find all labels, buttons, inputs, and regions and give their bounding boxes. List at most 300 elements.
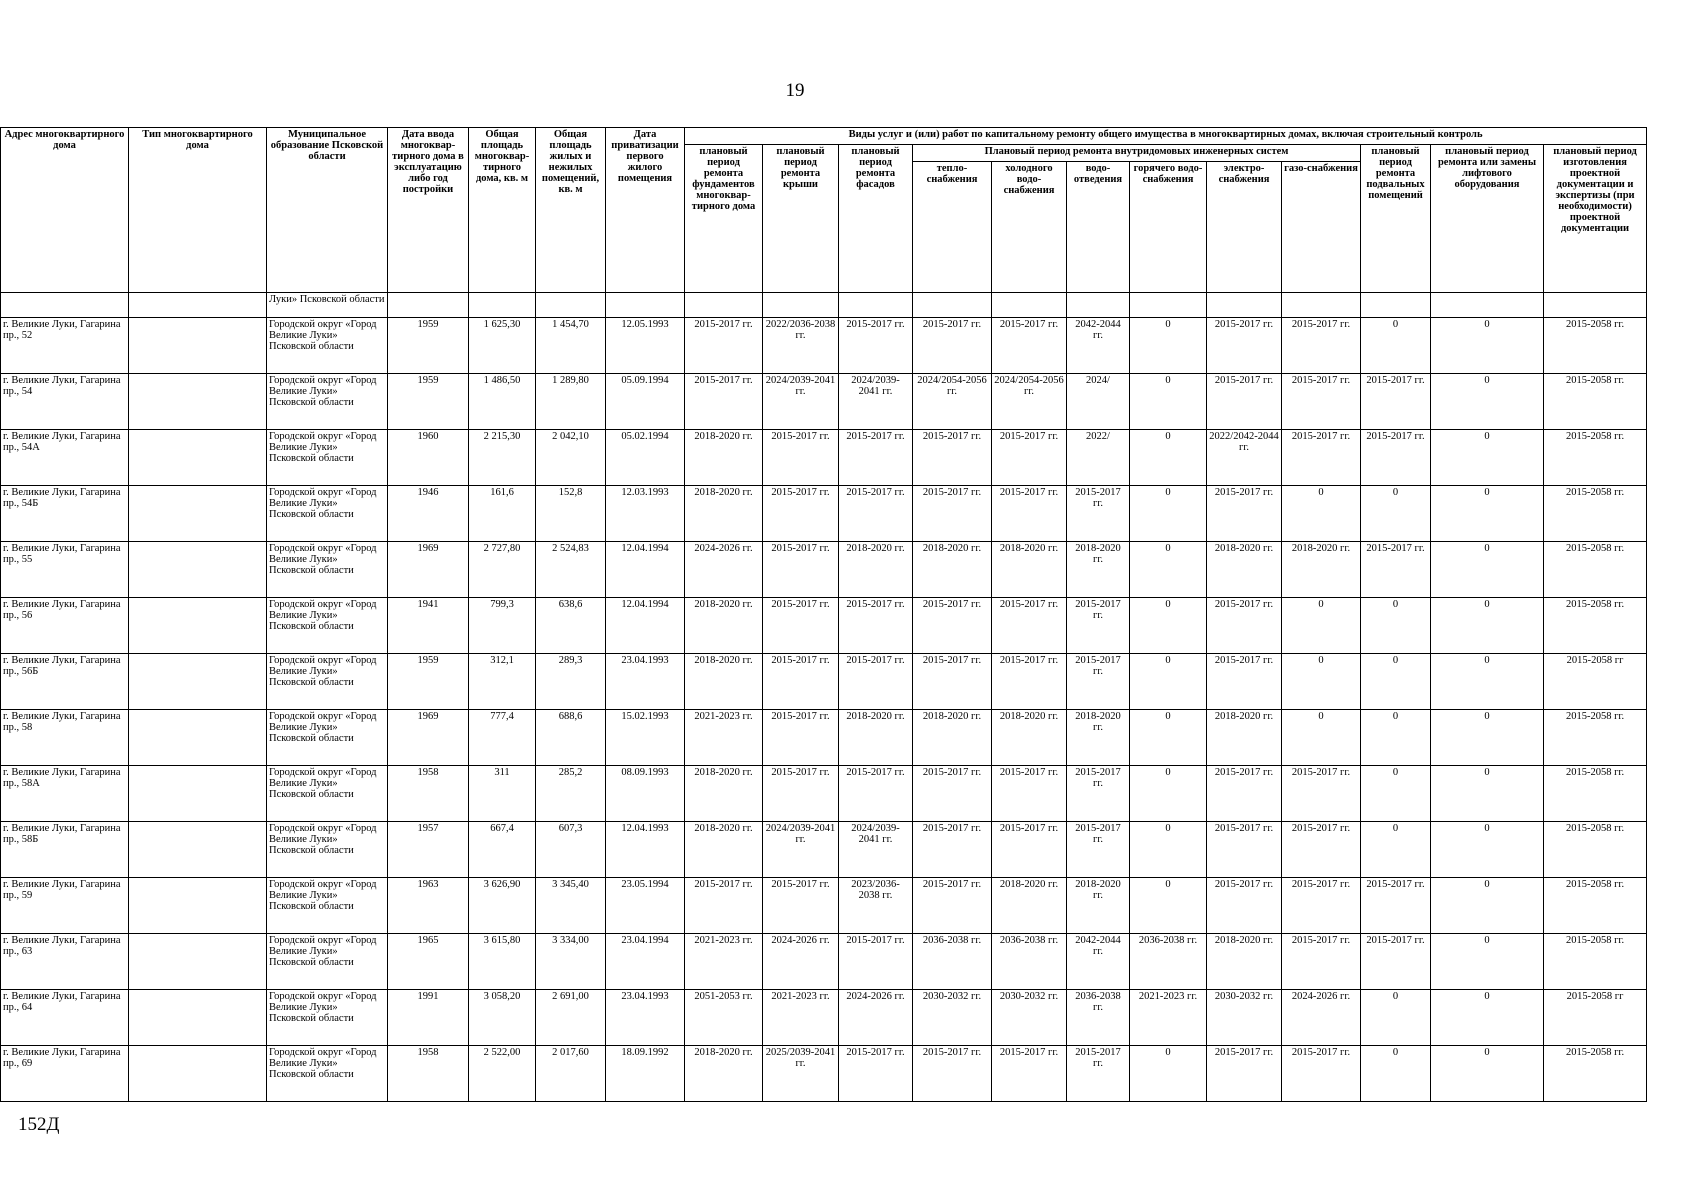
municipality-cell: Городской округ «Город Великие Луки» Псковской области <box>267 374 388 430</box>
gas-cell: 0 <box>1282 598 1361 654</box>
facade-cell: 2024-2026 гг. <box>839 990 913 1046</box>
municipality-cell: Городской округ «Город Великие Луки» Псковской области <box>267 1046 388 1102</box>
gas-cell: 0 <box>1282 486 1361 542</box>
privatization-cell: 23.04.1994 <box>606 934 685 990</box>
municipality-cell: Городской округ «Город Великие Луки» Псковской области <box>267 542 388 598</box>
heat-cell: 2015-2017 гг. <box>913 1046 992 1102</box>
facade-cell: 2024/2039-2041 гг. <box>839 374 913 430</box>
cold-water-cell: 2018-2020 гг. <box>992 878 1067 934</box>
address-cell: г. Великие Луки, Гагарина пр., 64 <box>1 990 129 1046</box>
gas-cell: 2015-2017 гг. <box>1282 934 1361 990</box>
col-hot-water-header: горячего водо-снабжения <box>1130 162 1207 293</box>
municipality-cell: Городской округ «Город Великие Луки» Псковской области <box>267 654 388 710</box>
gas-cell: 2015-2017 гг. <box>1282 822 1361 878</box>
roof-cell: 2015-2017 гг. <box>763 878 839 934</box>
foundation-cell: 2021-2023 гг. <box>685 710 763 766</box>
address-cell: г. Великие Луки, Гагарина пр., 54А <box>1 430 129 486</box>
type-cell <box>129 486 267 542</box>
col-facade-header: плановый период ремонта фасадов <box>839 145 913 293</box>
roof-cell: 2025/2039-2041 гг. <box>763 1046 839 1102</box>
design-cell: 2015-2058 гг. <box>1544 374 1647 430</box>
roof-cell: 2015-2017 гг. <box>763 766 839 822</box>
privatization-cell: 08.09.1993 <box>606 766 685 822</box>
living-area-cell: 607,3 <box>536 822 606 878</box>
roof-cell: 2015-2017 гг. <box>763 598 839 654</box>
col-roof-header: плановый период ремонта крыши <box>763 145 839 293</box>
municipality-cell: Городской округ «Город Великие Луки» Псковской области <box>267 990 388 1046</box>
privatization-cell: 12.04.1993 <box>606 822 685 878</box>
design-cell: 2015-2058 гг. <box>1544 878 1647 934</box>
address-cell: г. Великие Луки, Гагарина пр., 56Б <box>1 654 129 710</box>
electric-cell: 2015-2017 гг. <box>1207 318 1282 374</box>
gas-cell: 2015-2017 гг. <box>1282 1046 1361 1102</box>
cold-water-cell: 2024/2054-2056 гг. <box>992 374 1067 430</box>
address-cell: г. Великие Луки, Гагарина пр., 59 <box>1 878 129 934</box>
living-area-cell: 2 524,83 <box>536 542 606 598</box>
gas-cell: 2018-2020 гг. <box>1282 542 1361 598</box>
foundation-cell: 2021-2023 гг. <box>685 934 763 990</box>
table-row <box>1 374 1647 430</box>
facade-cell: 2018-2020 гг. <box>839 542 913 598</box>
type-cell <box>129 654 267 710</box>
address-cell: г. Великие Луки, Гагарина пр., 63 <box>1 934 129 990</box>
municipality-cell: Городской округ «Город Великие Луки» Псковской области <box>267 878 388 934</box>
facade-cell: 2015-2017 гг. <box>839 934 913 990</box>
heat-cell: 2015-2017 гг. <box>913 822 992 878</box>
table-row <box>1 822 1647 878</box>
cold-water-cell: 2015-2017 гг. <box>992 822 1067 878</box>
type-cell <box>129 374 267 430</box>
living-area-cell: 2 017,60 <box>536 1046 606 1102</box>
cold-water-cell: 2015-2017 гг. <box>992 766 1067 822</box>
design-cell: 2015-2058 гг. <box>1544 318 1647 374</box>
cold-water-cell: 2015-2017 гг. <box>992 430 1067 486</box>
total-area-cell: 3 058,20 <box>469 990 536 1046</box>
basement-cell: 0 <box>1361 654 1431 710</box>
municipality-cell: Городской округ «Город Великие Луки» Псковской области <box>267 710 388 766</box>
capital-repair-table <box>0 127 1647 1102</box>
col-total-area-header: Общая площадь многоквар-тирного дома, кв. м <box>469 128 536 293</box>
cold-water-cell: 2015-2017 гг. <box>992 1046 1067 1102</box>
year-cell: 1958 <box>388 1046 469 1102</box>
elevator-cell: 0 <box>1431 878 1544 934</box>
foundation-cell: 2015-2017 гг. <box>685 374 763 430</box>
address-cell: г. Великие Луки, Гагарина пр., 52 <box>1 318 129 374</box>
sewer-cell: 2024/ <box>1067 374 1130 430</box>
table-row <box>1 878 1647 934</box>
basement-cell: 0 <box>1361 1046 1431 1102</box>
address-cell: г. Великие Луки, Гагарина пр., 54Б <box>1 486 129 542</box>
table-row <box>1 430 1647 486</box>
year-cell: 1969 <box>388 542 469 598</box>
roof-cell: 2015-2017 гг. <box>763 654 839 710</box>
heat-cell: 2024/2054-2056 гг. <box>913 374 992 430</box>
table-row <box>1 710 1647 766</box>
heat-cell: 2018-2020 гг. <box>913 542 992 598</box>
col-basement-header: плановый период ремонта подвальных помещений <box>1361 145 1431 293</box>
electric-cell: 2015-2017 гг. <box>1207 878 1282 934</box>
foundation-cell: 2051-2053 гг. <box>685 990 763 1046</box>
page-number: 19 <box>785 80 805 101</box>
total-area-cell: 2 522,00 <box>469 1046 536 1102</box>
gas-cell: 0 <box>1282 710 1361 766</box>
electric-cell: 2015-2017 гг. <box>1207 1046 1282 1102</box>
gas-cell: 2015-2017 гг. <box>1282 766 1361 822</box>
basement-cell: 0 <box>1361 990 1431 1046</box>
privatization-cell: 18.09.1992 <box>606 1046 685 1102</box>
address-cell: г. Великие Луки, Гагарина пр., 58А <box>1 766 129 822</box>
type-cell <box>129 822 267 878</box>
basement-cell: 0 <box>1361 822 1431 878</box>
elevator-cell: 0 <box>1431 934 1544 990</box>
design-cell: 2015-2058 гг. <box>1544 430 1647 486</box>
facade-cell: 2015-2017 гг. <box>839 318 913 374</box>
hot-water-cell: 0 <box>1130 654 1207 710</box>
basement-cell: 2015-2017 гг. <box>1361 934 1431 990</box>
foundation-cell: 2015-2017 гг. <box>685 878 763 934</box>
table-row <box>1 766 1647 822</box>
type-cell <box>129 1046 267 1102</box>
roof-cell: 2015-2017 гг. <box>763 710 839 766</box>
foundation-cell: 2024-2026 гг. <box>685 542 763 598</box>
total-area-cell: 312,1 <box>469 654 536 710</box>
living-area-cell: 688,6 <box>536 710 606 766</box>
type-cell <box>129 318 267 374</box>
gas-cell: 2015-2017 гг. <box>1282 878 1361 934</box>
facade-cell: 2015-2017 гг. <box>839 486 913 542</box>
col-heat-header: тепло-снабжения <box>913 162 992 293</box>
cold-water-cell: 2015-2017 гг. <box>992 598 1067 654</box>
hot-water-cell: 0 <box>1130 710 1207 766</box>
cold-water-cell: 2018-2020 гг. <box>992 542 1067 598</box>
heat-cell: 2015-2017 гг. <box>913 654 992 710</box>
elevator-cell: 0 <box>1431 766 1544 822</box>
type-cell <box>129 766 267 822</box>
facade-cell: 2015-2017 гг. <box>839 430 913 486</box>
hot-water-cell: 0 <box>1130 374 1207 430</box>
heat-cell: 2030-2032 гг. <box>913 990 992 1046</box>
cold-water-cell: 2015-2017 гг. <box>992 486 1067 542</box>
address-cell: г. Великие Луки, Гагарина пр., 58 <box>1 710 129 766</box>
privatization-cell: 23.04.1993 <box>606 654 685 710</box>
cold-water-cell: 2015-2017 гг. <box>992 318 1067 374</box>
design-cell: 2015-2058 гг. <box>1544 934 1647 990</box>
elevator-cell: 0 <box>1431 542 1544 598</box>
municipality-cell: Городской округ «Город Великие Луки» Псковской области <box>267 486 388 542</box>
type-cell <box>129 710 267 766</box>
elevator-cell: 0 <box>1431 1046 1544 1102</box>
elevator-cell: 0 <box>1431 710 1544 766</box>
hot-water-cell: 0 <box>1130 598 1207 654</box>
hot-water-cell: 0 <box>1130 766 1207 822</box>
systems-group-header: Плановый период ремонта внутридомовых инженерных систем <box>913 145 1361 162</box>
address-cell: г. Великие Луки, Гагарина пр., 58Б <box>1 822 129 878</box>
heat-cell: 2015-2017 гг. <box>913 430 992 486</box>
elevator-cell: 0 <box>1431 654 1544 710</box>
foundation-cell: 2018-2020 гг. <box>685 654 763 710</box>
total-area-cell: 799,3 <box>469 598 536 654</box>
electric-cell: 2030-2032 гг. <box>1207 990 1282 1046</box>
facade-cell: 2024/2039-2041 гг. <box>839 822 913 878</box>
basement-cell: 0 <box>1361 318 1431 374</box>
gas-cell: 2015-2017 гг. <box>1282 374 1361 430</box>
municipality-cell: Городской округ «Город Великие Луки» Псковской области <box>267 430 388 486</box>
design-cell: 2015-2058 гг. <box>1544 766 1647 822</box>
foundation-cell: 2018-2020 гг. <box>685 1046 763 1102</box>
col-address-header: Адрес многоквартирного дома <box>1 128 129 293</box>
col-foundation-header: плановый период ремонта фундаментов многоквар-тирного дома <box>685 145 763 293</box>
electric-cell: 2015-2017 гг. <box>1207 822 1282 878</box>
basement-cell: 2015-2017 гг. <box>1361 878 1431 934</box>
facade-cell: 2018-2020 гг. <box>839 710 913 766</box>
roof-cell: 2015-2017 гг. <box>763 486 839 542</box>
design-cell: 2015-2058 гг. <box>1544 710 1647 766</box>
type-cell <box>129 542 267 598</box>
elevator-cell: 0 <box>1431 374 1544 430</box>
works-group-header: Виды услуг и (или) работ по капитальному ремонту общего имущества в многоквартирных домах, включая строительный контроль <box>685 128 1647 145</box>
type-cell <box>129 934 267 990</box>
elevator-cell: 0 <box>1431 598 1544 654</box>
basement-cell: 0 <box>1361 598 1431 654</box>
sewer-cell: 2022/ <box>1067 430 1130 486</box>
elevator-cell: 0 <box>1431 430 1544 486</box>
roof-cell: 2022/2036-2038 гг. <box>763 318 839 374</box>
heat-cell: 2015-2017 гг. <box>913 486 992 542</box>
type-cell <box>129 990 267 1046</box>
facade-cell: 2023/2036-2038 гг. <box>839 878 913 934</box>
year-cell: 1959 <box>388 374 469 430</box>
table-row <box>1 598 1647 654</box>
design-cell: 2015-2058 гг. <box>1544 598 1647 654</box>
living-area-cell: 1 289,80 <box>536 374 606 430</box>
living-area-cell: 3 345,40 <box>536 878 606 934</box>
electric-cell: 2015-2017 гг. <box>1207 598 1282 654</box>
electric-cell: 2015-2017 гг. <box>1207 374 1282 430</box>
hot-water-cell: 0 <box>1130 486 1207 542</box>
elevator-cell: 0 <box>1431 990 1544 1046</box>
sewer-cell: 2042-2044 гг. <box>1067 318 1130 374</box>
footer-code: 152Д <box>18 1114 60 1135</box>
basement-cell: 2015-2017 гг. <box>1361 374 1431 430</box>
address-cell: г. Великие Луки, Гагарина пр., 55 <box>1 542 129 598</box>
gas-cell: 2024-2026 гг. <box>1282 990 1361 1046</box>
living-area-cell: 289,3 <box>536 654 606 710</box>
electric-cell: 2015-2017 гг. <box>1207 766 1282 822</box>
gas-cell: 2015-2017 гг. <box>1282 430 1361 486</box>
gas-cell: 0 <box>1282 654 1361 710</box>
roof-cell: 2015-2017 гг. <box>763 430 839 486</box>
hot-water-cell: 0 <box>1130 318 1207 374</box>
heat-cell: 2015-2017 гг. <box>913 598 992 654</box>
foundation-cell: 2015-2017 гг. <box>685 318 763 374</box>
year-cell: 1963 <box>388 878 469 934</box>
sewer-cell: 2042-2044 гг. <box>1067 934 1130 990</box>
basement-cell: 0 <box>1361 766 1431 822</box>
year-cell: 1957 <box>388 822 469 878</box>
hot-water-cell: 0 <box>1130 542 1207 598</box>
design-cell: 2015-2058 гг <box>1544 990 1647 1046</box>
total-area-cell: 3 626,90 <box>469 878 536 934</box>
heat-cell: 2015-2017 гг. <box>913 766 992 822</box>
table-row <box>1 486 1647 542</box>
foundation-cell: 2018-2020 гг. <box>685 430 763 486</box>
sewer-cell: 2015-2017 гг. <box>1067 598 1130 654</box>
total-area-cell: 161,6 <box>469 486 536 542</box>
privatization-cell: 23.05.1994 <box>606 878 685 934</box>
year-cell: 1965 <box>388 934 469 990</box>
sewer-cell: 2015-2017 гг. <box>1067 766 1130 822</box>
electric-cell: 2015-2017 гг. <box>1207 654 1282 710</box>
sewer-cell: 2018-2020 гг. <box>1067 878 1130 934</box>
year-cell: 1969 <box>388 710 469 766</box>
sewer-cell: 2015-2017 гг. <box>1067 654 1130 710</box>
facade-cell: 2015-2017 гг. <box>839 1046 913 1102</box>
foundation-cell: 2018-2020 гг. <box>685 598 763 654</box>
gas-cell: 2015-2017 гг. <box>1282 318 1361 374</box>
heat-cell: 2018-2020 гг. <box>913 710 992 766</box>
living-area-cell: 2 042,10 <box>536 430 606 486</box>
heat-cell: 2015-2017 гг. <box>913 318 992 374</box>
table-row <box>1 318 1647 374</box>
total-area-cell: 3 615,80 <box>469 934 536 990</box>
electric-cell: 2015-2017 гг. <box>1207 486 1282 542</box>
privatization-cell: 15.02.1993 <box>606 710 685 766</box>
foundation-cell: 2018-2020 гг. <box>685 486 763 542</box>
electric-cell: 2018-2020 гг. <box>1207 934 1282 990</box>
hot-water-cell: 0 <box>1130 1046 1207 1102</box>
hot-water-cell: 2036-2038 гг. <box>1130 934 1207 990</box>
municipality-cell: Городской округ «Город Великие Луки» Псковской области <box>267 318 388 374</box>
electric-cell: 2022/2042-2044 гг. <box>1207 430 1282 486</box>
table-row <box>1 654 1647 710</box>
col-gas-header: газо-снабжения <box>1282 162 1361 293</box>
year-cell: 1959 <box>388 654 469 710</box>
col-elevator-header: плановый период ремонта или замены лифтового оборудования <box>1431 145 1544 293</box>
design-cell: 2015-2058 гг. <box>1544 542 1647 598</box>
table-row <box>1 990 1647 1046</box>
basement-cell: 0 <box>1361 710 1431 766</box>
total-area-cell: 667,4 <box>469 822 536 878</box>
foundation-cell: 2018-2020 гг. <box>685 766 763 822</box>
privatization-cell: 12.04.1994 <box>606 542 685 598</box>
facade-cell: 2015-2017 гг. <box>839 766 913 822</box>
facade-cell: 2015-2017 гг. <box>839 654 913 710</box>
col-electric-header: электро-снабжения <box>1207 162 1282 293</box>
living-area-cell: 285,2 <box>536 766 606 822</box>
total-area-cell: 1 625,30 <box>469 318 536 374</box>
total-area-cell: 311 <box>469 766 536 822</box>
year-cell: 1946 <box>388 486 469 542</box>
col-year-header: Дата ввода многоквар-тирного дома в эксплуатацию либо год постройки <box>388 128 469 293</box>
living-area-cell: 1 454,70 <box>536 318 606 374</box>
hot-water-cell: 0 <box>1130 822 1207 878</box>
design-cell: 2015-2058 гг. <box>1544 1046 1647 1102</box>
roof-cell: 2024/2039-2041 гг. <box>763 374 839 430</box>
table-row <box>1 934 1647 990</box>
municipality-cell: Городской округ «Город Великие Луки» Псковской области <box>267 598 388 654</box>
col-privatization-header: Дата приватизации первого жилого помещения <box>606 128 685 293</box>
sewer-cell: 2015-2017 гг. <box>1067 822 1130 878</box>
design-cell: 2015-2058 гг <box>1544 654 1647 710</box>
facade-cell: 2015-2017 гг. <box>839 598 913 654</box>
total-area-cell: 2 727,80 <box>469 542 536 598</box>
design-cell: 2015-2058 гг. <box>1544 822 1647 878</box>
electric-cell: 2018-2020 гг. <box>1207 542 1282 598</box>
hot-water-cell: 0 <box>1130 878 1207 934</box>
type-cell <box>129 598 267 654</box>
living-area-cell: 2 691,00 <box>536 990 606 1046</box>
address-cell: г. Великие Луки, Гагарина пр., 56 <box>1 598 129 654</box>
roof-cell: 2015-2017 гг. <box>763 542 839 598</box>
year-cell: 1991 <box>388 990 469 1046</box>
address-cell: г. Великие Луки, Гагарина пр., 54 <box>1 374 129 430</box>
col-type-header: Тип многоквартирного дома <box>129 128 267 293</box>
foundation-cell: 2018-2020 гг. <box>685 822 763 878</box>
total-area-cell: 777,4 <box>469 710 536 766</box>
col-cold-water-header: холодного водо-снабжения <box>992 162 1067 293</box>
continuation-row <box>1 293 1647 318</box>
hot-water-cell: 0 <box>1130 430 1207 486</box>
privatization-cell: 23.04.1993 <box>606 990 685 1046</box>
cold-water-cell: 2030-2032 гг. <box>992 990 1067 1046</box>
continuation-municipality: Луки» Псковской области <box>267 293 388 318</box>
type-cell <box>129 430 267 486</box>
col-municipality-header: Муниципальное образование Псковской области <box>267 128 388 293</box>
roof-cell: 2024-2026 гг. <box>763 934 839 990</box>
address-cell: г. Великие Луки, Гагарина пр., 69 <box>1 1046 129 1102</box>
hot-water-cell: 2021-2023 гг. <box>1130 990 1207 1046</box>
type-cell <box>129 878 267 934</box>
total-area-cell: 2 215,30 <box>469 430 536 486</box>
sewer-cell: 2015-2017 гг. <box>1067 1046 1130 1102</box>
elevator-cell: 0 <box>1431 822 1544 878</box>
cold-water-cell: 2036-2038 гг. <box>992 934 1067 990</box>
sewer-cell: 2018-2020 гг. <box>1067 710 1130 766</box>
col-design-header: плановый период изготовления проектной документации и экспертизы (при необходимости) проектной документации <box>1544 145 1647 293</box>
col-living-area-header: Общая площадь жилых и нежилых помещений, кв. м <box>536 128 606 293</box>
col-sewer-header: водо-отведения <box>1067 162 1130 293</box>
living-area-cell: 3 334,00 <box>536 934 606 990</box>
heat-cell: 2036-2038 гг. <box>913 934 992 990</box>
basement-cell: 2015-2017 гг. <box>1361 542 1431 598</box>
municipality-cell: Городской округ «Город Великие Луки» Псковской области <box>267 766 388 822</box>
basement-cell: 2015-2017 гг. <box>1361 430 1431 486</box>
elevator-cell: 0 <box>1431 318 1544 374</box>
year-cell: 1959 <box>388 318 469 374</box>
sewer-cell: 2018-2020 гг. <box>1067 542 1130 598</box>
design-cell: 2015-2058 гг. <box>1544 486 1647 542</box>
cold-water-cell: 2018-2020 гг. <box>992 710 1067 766</box>
cold-water-cell: 2015-2017 гг. <box>992 654 1067 710</box>
living-area-cell: 638,6 <box>536 598 606 654</box>
roof-cell: 2024/2039-2041 гг. <box>763 822 839 878</box>
sewer-cell: 2015-2017 гг. <box>1067 486 1130 542</box>
total-area-cell: 1 486,50 <box>469 374 536 430</box>
basement-cell: 0 <box>1361 486 1431 542</box>
privatization-cell: 05.09.1994 <box>606 374 685 430</box>
electric-cell: 2018-2020 гг. <box>1207 710 1282 766</box>
roof-cell: 2021-2023 гг. <box>763 990 839 1046</box>
privatization-cell: 12.03.1993 <box>606 486 685 542</box>
sewer-cell: 2036-2038 гг. <box>1067 990 1130 1046</box>
heat-cell: 2015-2017 гг. <box>913 878 992 934</box>
privatization-cell: 12.04.1994 <box>606 598 685 654</box>
privatization-cell: 05.02.1994 <box>606 430 685 486</box>
privatization-cell: 12.05.1993 <box>606 318 685 374</box>
living-area-cell: 152,8 <box>536 486 606 542</box>
municipality-cell: Городской округ «Город Великие Луки» Псковской области <box>267 822 388 878</box>
year-cell: 1960 <box>388 430 469 486</box>
